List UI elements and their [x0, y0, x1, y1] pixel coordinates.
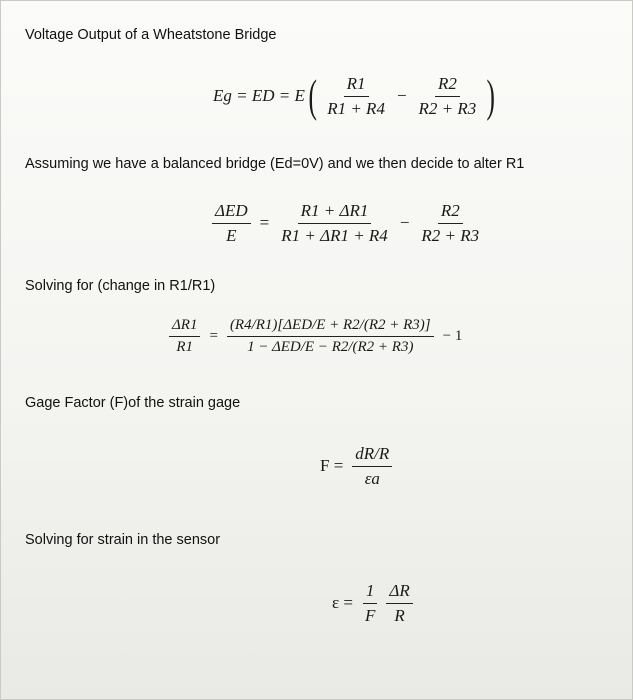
equation-delta-r1 [165, 317, 467, 357]
eq2-f1-numerator: R1 + ΔR1 [298, 201, 372, 224]
eq1-fraction-2 [416, 74, 480, 118]
eq2-minus: − [399, 213, 410, 233]
eq2-lhs-numerator: ΔED [212, 201, 251, 224]
eq1-f2-numerator: R2 [435, 74, 460, 97]
eq5-lhs: ε = [332, 593, 353, 613]
eq5-f1-numerator: 1 [363, 581, 378, 604]
heading-solving-strain: Solving for strain in the sensor [25, 532, 221, 548]
eq1-f2-denominator: R2 + R3 [418, 98, 477, 118]
eq2-f1-denominator: R1 + ΔR1 + R4 [281, 225, 388, 245]
eq1-left-paren: ( [308, 70, 317, 121]
equation-gage-factor [315, 444, 396, 488]
eq1-f1-denominator: R1 + R4 [327, 98, 385, 118]
equation-delta-ed [208, 201, 486, 245]
eq3-tail: − 1 [442, 328, 463, 345]
eq1-lhs: Eg = ED = E [213, 86, 305, 105]
eq1-f1-numerator: R1 [344, 74, 369, 97]
eq2-lhs-fraction [212, 201, 251, 245]
eq5-f2-denominator: R [394, 605, 405, 625]
eq4-numerator: dR/R [352, 444, 392, 467]
eq3-lhs-denominator: R1 [176, 339, 194, 356]
heading-solving-change: Solving for (change in R1/R1) [25, 278, 216, 294]
eq4-denominator: εa [364, 468, 380, 488]
eq4-lhs: F = [320, 456, 344, 476]
eq3-lhs-numerator: ΔR1 [169, 317, 200, 337]
eq5-fraction-1 [362, 581, 378, 625]
eq5-f2-numerator: ΔR [386, 581, 412, 604]
eq1-fraction-1 [324, 74, 388, 118]
eq2-f2-denominator: R2 + R3 [421, 225, 480, 245]
eq5-f1-denominator: F [364, 605, 376, 625]
eq2-lhs-denominator: E [226, 225, 237, 245]
eq4-fraction [352, 444, 392, 488]
eq5-fraction-2 [386, 581, 412, 625]
eq1-minus: − [396, 86, 407, 105]
eq3-equals: = [209, 328, 218, 345]
eq3-lhs-fraction [169, 317, 200, 357]
equation-bridge-output [213, 70, 499, 121]
eq2-fraction-2 [418, 201, 482, 245]
eq1-right-paren: ) [486, 70, 496, 121]
eq3-rhs-denominator: 1 − ΔED/E − R2/(R2 + R3) [247, 339, 414, 356]
eq2-f2-numerator: R2 [438, 201, 463, 224]
heading-gage-factor: Gage Factor (F)of the strain gage [25, 395, 241, 411]
heading-balanced-bridge: Assuming we have a balanced bridge (Ed=0V) and we then decide to alter R1 [25, 156, 525, 172]
eq3-rhs-fraction [227, 317, 434, 357]
eq2-equals: = [259, 213, 270, 233]
heading-voltage-output: Voltage Output of a Wheatstone Bridge [25, 27, 277, 43]
eq3-rhs-numerator: (R4/R1)[ΔED/E + R2/(R2 + R3)] [227, 317, 434, 337]
equation-strain [327, 581, 417, 625]
eq2-fraction-1 [278, 201, 391, 245]
